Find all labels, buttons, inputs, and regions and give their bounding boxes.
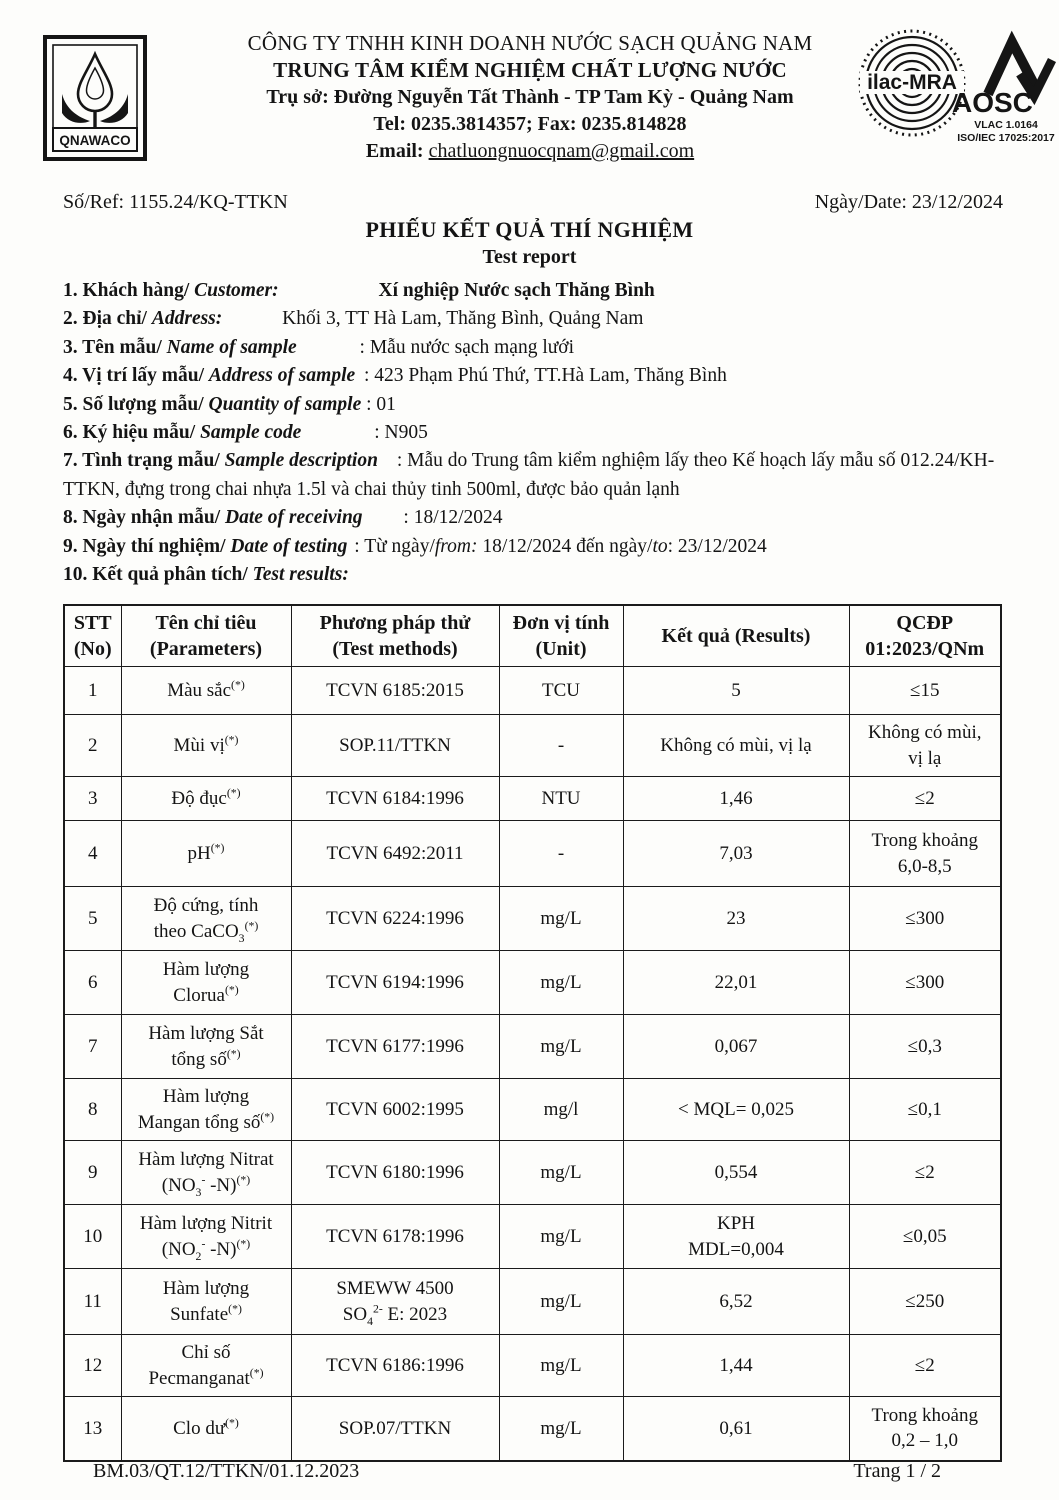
info-value: : 18/12/2024 <box>403 507 503 529</box>
table-row <box>64 1269 1001 1335</box>
letterhead <box>150 30 910 165</box>
info-label-en: Sample description <box>224 450 378 472</box>
water-drop-icon <box>78 54 112 111</box>
cell-parameter: Hàm lượng Clorua(*) <box>121 951 291 1015</box>
cell-limit: ≤300 <box>849 887 1001 951</box>
info-label: 8. Ngày nhận mẫu/ <box>63 507 221 529</box>
title-block <box>0 217 1059 269</box>
center-name: TRUNG TÂM KIỂM NGHIỆM CHẤT LƯỢNG NƯỚC <box>273 58 787 82</box>
info-value: : 423 Phạm Phú Thứ, TT.Hà Lam, Thăng Bình <box>364 365 727 387</box>
cell-limit: ≤0,3 <box>849 1015 1001 1079</box>
cell-result: 6,52 <box>623 1269 849 1335</box>
cell-result: 1,46 <box>623 777 849 821</box>
cell-limit: Không có mùi, vị lạ <box>849 715 1001 777</box>
address-line: Trụ sở: Đường Nguyễn Tất Thành - TP Tam Kỳ - Quảng Nam <box>266 86 794 108</box>
aosc-vlac-text: VLAC 1.0164 <box>974 119 1038 131</box>
ref-row <box>63 191 1003 214</box>
page-footer <box>63 1460 1003 1483</box>
cell-unit: TCU <box>499 667 623 715</box>
table-row <box>64 777 1001 821</box>
info-line-sample-address <box>63 362 1005 390</box>
cell-result: 0,067 <box>623 1015 849 1079</box>
info-label-en: Name of sample <box>166 336 297 358</box>
cell-unit: mg/l <box>499 1079 623 1141</box>
cell-parameter: Hàm lượng Nitrat ($NO_3^-$ -N)(*) <box>121 1141 291 1205</box>
company-name: CÔNG TY TNHH KINH DOANH NƯỚC SẠCH QUẢNG NAM <box>247 31 813 55</box>
info-label: 3. Tên mẫu/ <box>63 336 162 358</box>
qnawaco-logo <box>42 34 148 167</box>
cell-no: 1 <box>64 667 121 715</box>
info-value: : N905 <box>374 422 428 444</box>
cell-parameter: Hàm lượng Nitrit ($NO_2^-$ -N)(*) <box>121 1205 291 1269</box>
cell-no: 4 <box>64 821 121 887</box>
report-subtitle: Test report <box>482 246 577 268</box>
cell-limit: ≤15 <box>849 667 1001 715</box>
info-label-en: Quantity of sample <box>208 393 362 415</box>
info-label-en: Address of sample <box>208 365 356 387</box>
info-label: 5. Số lượng mẫu/ <box>63 393 204 415</box>
table-row <box>64 821 1001 887</box>
info-line-sample-name <box>63 334 1005 362</box>
cell-unit: mg/L <box>499 951 623 1015</box>
info-label: 4. Vị trí lấy mẫu/ <box>63 365 205 387</box>
cell-no: 9 <box>64 1141 121 1205</box>
table-row <box>64 715 1001 777</box>
cell-unit: mg/L <box>499 887 623 951</box>
table-row <box>64 1015 1001 1079</box>
info-value: Khối 3, TT Hà Lam, Thăng Bình, Quảng Nam <box>282 308 644 330</box>
cell-limit: ≤2 <box>849 777 1001 821</box>
results-table <box>63 604 1002 1462</box>
cell-result: 0,554 <box>623 1141 849 1205</box>
info-line-description <box>63 447 1005 504</box>
info-line-address <box>63 305 1005 333</box>
email-address: chatluongnuocqnam@gmail.com <box>428 140 695 162</box>
info-value: : 01 <box>366 393 396 415</box>
cell-limit: ≤2 <box>849 1335 1001 1397</box>
cell-method: TCVN 6180:1996 <box>291 1141 499 1205</box>
info-line-sample-code <box>63 419 1005 447</box>
email-label: Email: <box>365 140 424 162</box>
cell-parameter: Hàm lượng Sắt tổng số(*) <box>121 1015 291 1079</box>
cell-unit: mg/L <box>499 1397 623 1461</box>
col-method: Phương pháp thử (Test methods) <box>291 605 499 667</box>
info-label-en: Date of testing <box>230 535 348 557</box>
aosc-icon <box>950 30 1056 148</box>
info-label-en: Test results: <box>252 564 349 586</box>
cell-method: TCVN 6194:1996 <box>291 951 499 1015</box>
sample-info <box>63 277 1005 589</box>
table-row <box>64 887 1001 951</box>
col-result: Kết quả (Results) <box>623 605 849 667</box>
cell-result: Không có mùi, vị lạ <box>623 715 849 777</box>
info-label-en: Sample code <box>200 422 302 444</box>
aosc-text: AOSC <box>952 87 1033 118</box>
cell-parameter: Hàm lượng Sunfate(*) <box>121 1269 291 1335</box>
cell-method: SOP.11/TTKN <box>291 715 499 777</box>
aosc-iso-text: ISO/IEC 17025:2017 <box>957 132 1055 144</box>
info-line-testing-date <box>63 533 1005 561</box>
cell-method: TCVN 6186:1996 <box>291 1335 499 1397</box>
report-title: PHIẾU KẾT QUẢ THÍ NGHIỆM <box>365 217 694 242</box>
cell-method: SOP.07/TTKN <box>291 1397 499 1461</box>
qnawaco-logo-icon <box>42 34 148 162</box>
table-row <box>64 1335 1001 1397</box>
info-label-en: Date of receiving <box>225 507 363 529</box>
info-line-results-heading <box>63 561 1005 589</box>
info-label: 9. Ngày thí nghiệm/ <box>63 535 226 557</box>
form-code: BM.03/QT.12/TTKN/01.12.2023 <box>93 1460 360 1482</box>
info-line-receiving-date <box>63 504 1005 532</box>
info-value: : Mẫu nước sạch mạng lưới <box>359 336 575 358</box>
info-label: 1. Khách hàng/ <box>63 280 190 301</box>
cell-parameter: Độ cứng, tính theo CaCO$_3$(*) <box>121 887 291 951</box>
cell-no: 12 <box>64 1335 121 1397</box>
col-limit: QCĐP 01:2023/QNm <box>849 605 1001 667</box>
cell-no: 7 <box>64 1015 121 1079</box>
cell-no: 2 <box>64 715 121 777</box>
cell-result: 22,01 <box>623 951 849 1015</box>
cell-unit: mg/L <box>499 1269 623 1335</box>
cell-unit: mg/L <box>499 1335 623 1397</box>
info-label-en: Customer: <box>194 280 279 301</box>
cell-unit: - <box>499 715 623 777</box>
cell-result: 1,44 <box>623 1335 849 1397</box>
email-line <box>150 138 910 165</box>
col-unit: Đơn vị tính (Unit) <box>499 605 623 667</box>
cell-no: 11 <box>64 1269 121 1335</box>
cell-limit: ≤0,05 <box>849 1205 1001 1269</box>
info-label: 6. Ký hiệu mẫu/ <box>63 422 196 444</box>
info-value: : Mẫu do Trung tâm kiểm nghiệm lấy theo Kế hoạch lấy mẫu số 012.24/KH-TTKN, đựng trong chai nhựa 1.5l và chai thủy tinh 500ml, được bảo quản lạnh <box>63 450 995 500</box>
cell-no: 5 <box>64 887 121 951</box>
cell-limit: ≤0,1 <box>849 1079 1001 1141</box>
cell-limit: Trong khoảng 0,2 – 1,0 <box>849 1397 1001 1461</box>
cell-parameter: Hàm lượng Mangan tổng số(*) <box>121 1079 291 1141</box>
cell-result: 5 <box>623 667 849 715</box>
aosc-seal <box>950 30 1056 153</box>
table-row <box>64 1141 1001 1205</box>
cell-limit: ≤250 <box>849 1269 1001 1335</box>
info-line-quantity <box>63 391 1005 419</box>
ref-number: Số/Ref: 1155.24/KQ-TTKN <box>63 191 288 213</box>
table-row <box>64 1397 1001 1461</box>
table-row <box>64 1205 1001 1269</box>
cell-result: 23 <box>623 887 849 951</box>
info-label: 7. Tình trạng mẫu/ <box>63 450 220 472</box>
table-row <box>64 1079 1001 1141</box>
header-row <box>64 605 1001 667</box>
cell-unit: NTU <box>499 777 623 821</box>
cell-no: 13 <box>64 1397 121 1461</box>
info-line-customer <box>63 277 1005 305</box>
cell-result: 0,61 <box>623 1397 849 1461</box>
cell-method: TCVN 6224:1996 <box>291 887 499 951</box>
cell-unit: mg/L <box>499 1015 623 1079</box>
cell-parameter: Chỉ số Pecmanganat(*) <box>121 1335 291 1397</box>
cell-parameter: Mùi vị(*) <box>121 715 291 777</box>
cell-method: TCVN 6177:1996 <box>291 1015 499 1079</box>
cell-method: TCVN 6492:2011 <box>291 821 499 887</box>
cell-unit: - <box>499 821 623 887</box>
cell-result: KPH MDL=0,004 <box>623 1205 849 1269</box>
cell-method: TCVN 6002:1995 <box>291 1079 499 1141</box>
logo-text: QNAWACO <box>59 133 131 148</box>
cell-parameter: pH(*) <box>121 821 291 887</box>
cell-limit: ≤2 <box>849 1141 1001 1205</box>
cell-result: < MQL= 0,025 <box>623 1079 849 1141</box>
table-row <box>64 951 1001 1015</box>
cell-method: TCVN 6185:2015 <box>291 667 499 715</box>
cell-no: 8 <box>64 1079 121 1141</box>
table-row <box>64 667 1001 715</box>
cell-unit: mg/L <box>499 1141 623 1205</box>
cell-no: 3 <box>64 777 121 821</box>
cell-result: 7,03 <box>623 821 849 887</box>
info-label-en: Address: <box>151 308 223 330</box>
cell-no: 6 <box>64 951 121 1015</box>
info-value: : Từ ngày/from: 18/12/2024 đến ngày/to: 23/12/2024 <box>354 535 767 557</box>
ilac-mra-text: ilac-MRA <box>867 71 957 94</box>
info-label: 2. Địa chỉ/ <box>63 308 147 330</box>
results-table-head <box>64 605 1001 667</box>
cell-parameter: Độ đục(*) <box>121 777 291 821</box>
cell-method: TCVN 6184:1996 <box>291 777 499 821</box>
cell-method: TCVN 6178:1996 <box>291 1205 499 1269</box>
info-label: 10. Kết quả phân tích/ <box>63 564 248 586</box>
cell-limit: Trong khoảng 6,0-8,5 <box>849 821 1001 887</box>
page-number: Trang 1 / 2 <box>853 1460 941 1482</box>
cell-method: SMEWW 4500 $SO_4^{2-}$ E: 2023 <box>291 1269 499 1335</box>
telfax-line: Tel: 0235.3814357; Fax: 0235.814828 <box>373 113 687 135</box>
results-table-body <box>64 667 1001 1461</box>
cell-unit: mg/L <box>499 1205 623 1269</box>
cell-parameter: Clo dư(*) <box>121 1397 291 1461</box>
col-no: STT (No) <box>64 605 121 667</box>
report-date: Ngày/Date: 23/12/2024 <box>814 191 1003 213</box>
info-value: Xí nghiệp Nước sạch Thăng Bình <box>378 280 655 301</box>
cell-parameter: Màu sắc(*) <box>121 667 291 715</box>
cell-no: 10 <box>64 1205 121 1269</box>
col-parameter: Tên chỉ tiêu (Parameters) <box>121 605 291 667</box>
cell-limit: ≤300 <box>849 951 1001 1015</box>
